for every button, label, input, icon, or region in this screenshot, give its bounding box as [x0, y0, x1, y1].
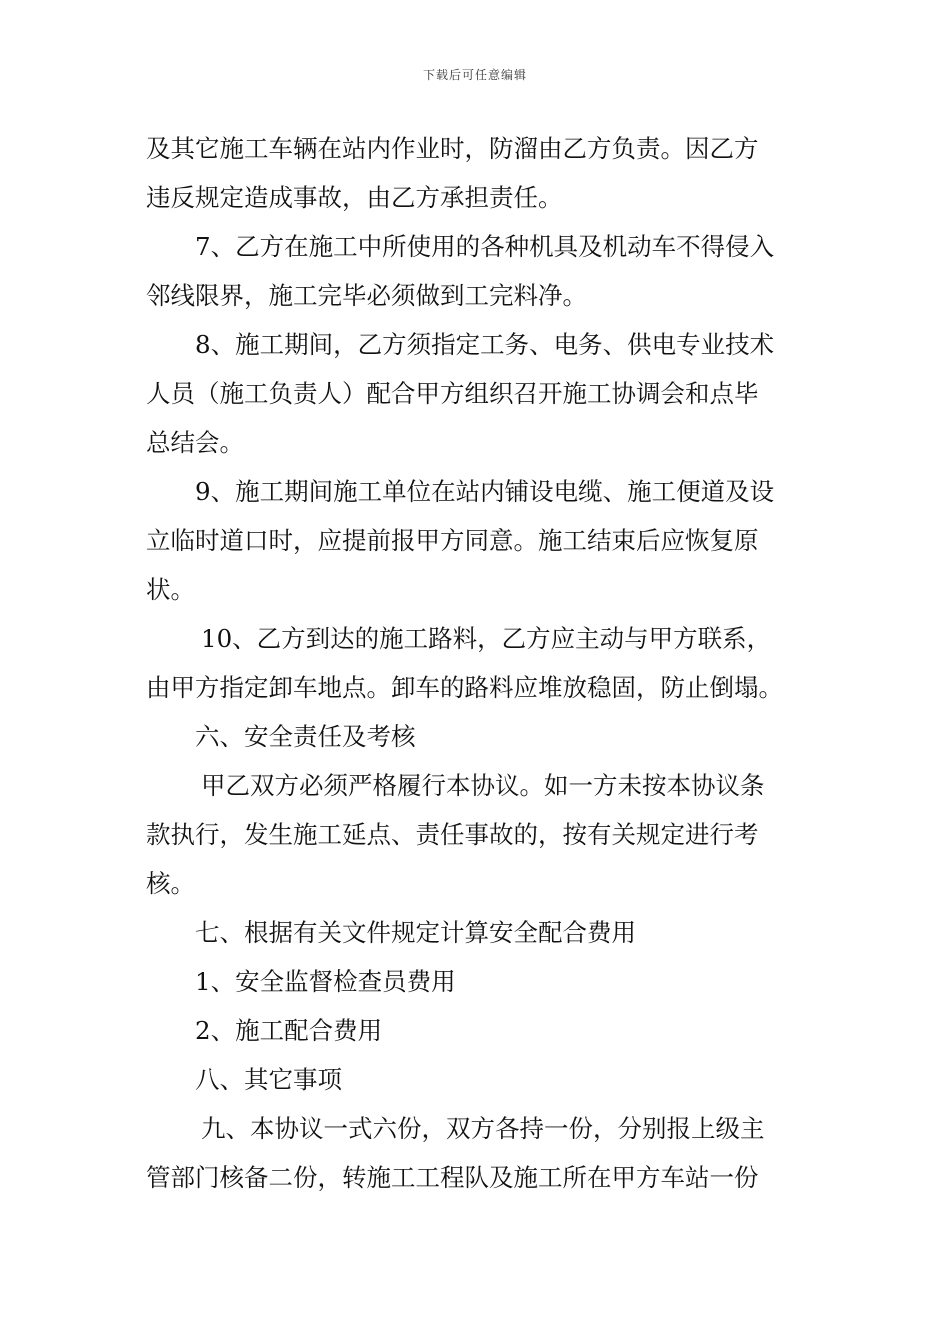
text-line: 状。 [146, 575, 195, 604]
text-line: 款执行，发生施工延点、责任事故的，按有关规定进行考 [146, 820, 759, 849]
text-line: 九、本协议一式六份，双方各持一份，分别报上级主 [201, 1114, 765, 1143]
list-item: 2、施工配合费用 [195, 1016, 383, 1045]
text-line: 由甲方指定卸车地点。卸车的路料应堆放稳固，防止倒塌。 [146, 673, 783, 702]
section-heading: 七、根据有关文件规定计算安全配合费用 [195, 918, 636, 947]
text-line: 邻线限界，施工完毕必须做到工完料净。 [146, 281, 587, 310]
text-line: 人员（施工负责人）配合甲方组织召开施工协调会和点毕 [146, 379, 759, 408]
text-line: 管部门核备二份，转施工工程队及施工所在甲方车站一份 [146, 1163, 759, 1192]
text-line: 9、施工期间施工单位在站内铺设电缆、施工便道及设 [195, 477, 775, 506]
text-line: 核。 [146, 869, 195, 898]
text-line: 及其它施工车辆在站内作业时，防溜由乙方负责。因乙方 [146, 134, 759, 163]
list-item: 1、安全监督检查员费用 [195, 967, 456, 996]
text-line: 甲乙双方必须严格履行本协议。如一方未按本协议条 [201, 771, 765, 800]
text-line: 立临时道口时，应提前报甲方同意。施工结束后应恢复原 [146, 526, 759, 555]
document-body [146, 124, 810, 1202]
section-heading: 八、其它事项 [195, 1065, 342, 1094]
text-line: 违反规定造成事故，由乙方承担责任。 [146, 183, 563, 212]
text-line: 总结会。 [146, 428, 244, 457]
section-heading: 六、安全责任及考核 [195, 722, 416, 751]
page-header: 下载后可任意编辑 [422, 68, 527, 82]
text-line: 7、乙方在施工中所使用的各种机具及机动车不得侵入 [195, 232, 775, 261]
text-line: 10、乙方到达的施工路料，乙方应主动与甲方联系， [201, 624, 772, 653]
text-line: 8、施工期间，乙方须指定工务、电务、供电专业技术 [195, 330, 775, 359]
